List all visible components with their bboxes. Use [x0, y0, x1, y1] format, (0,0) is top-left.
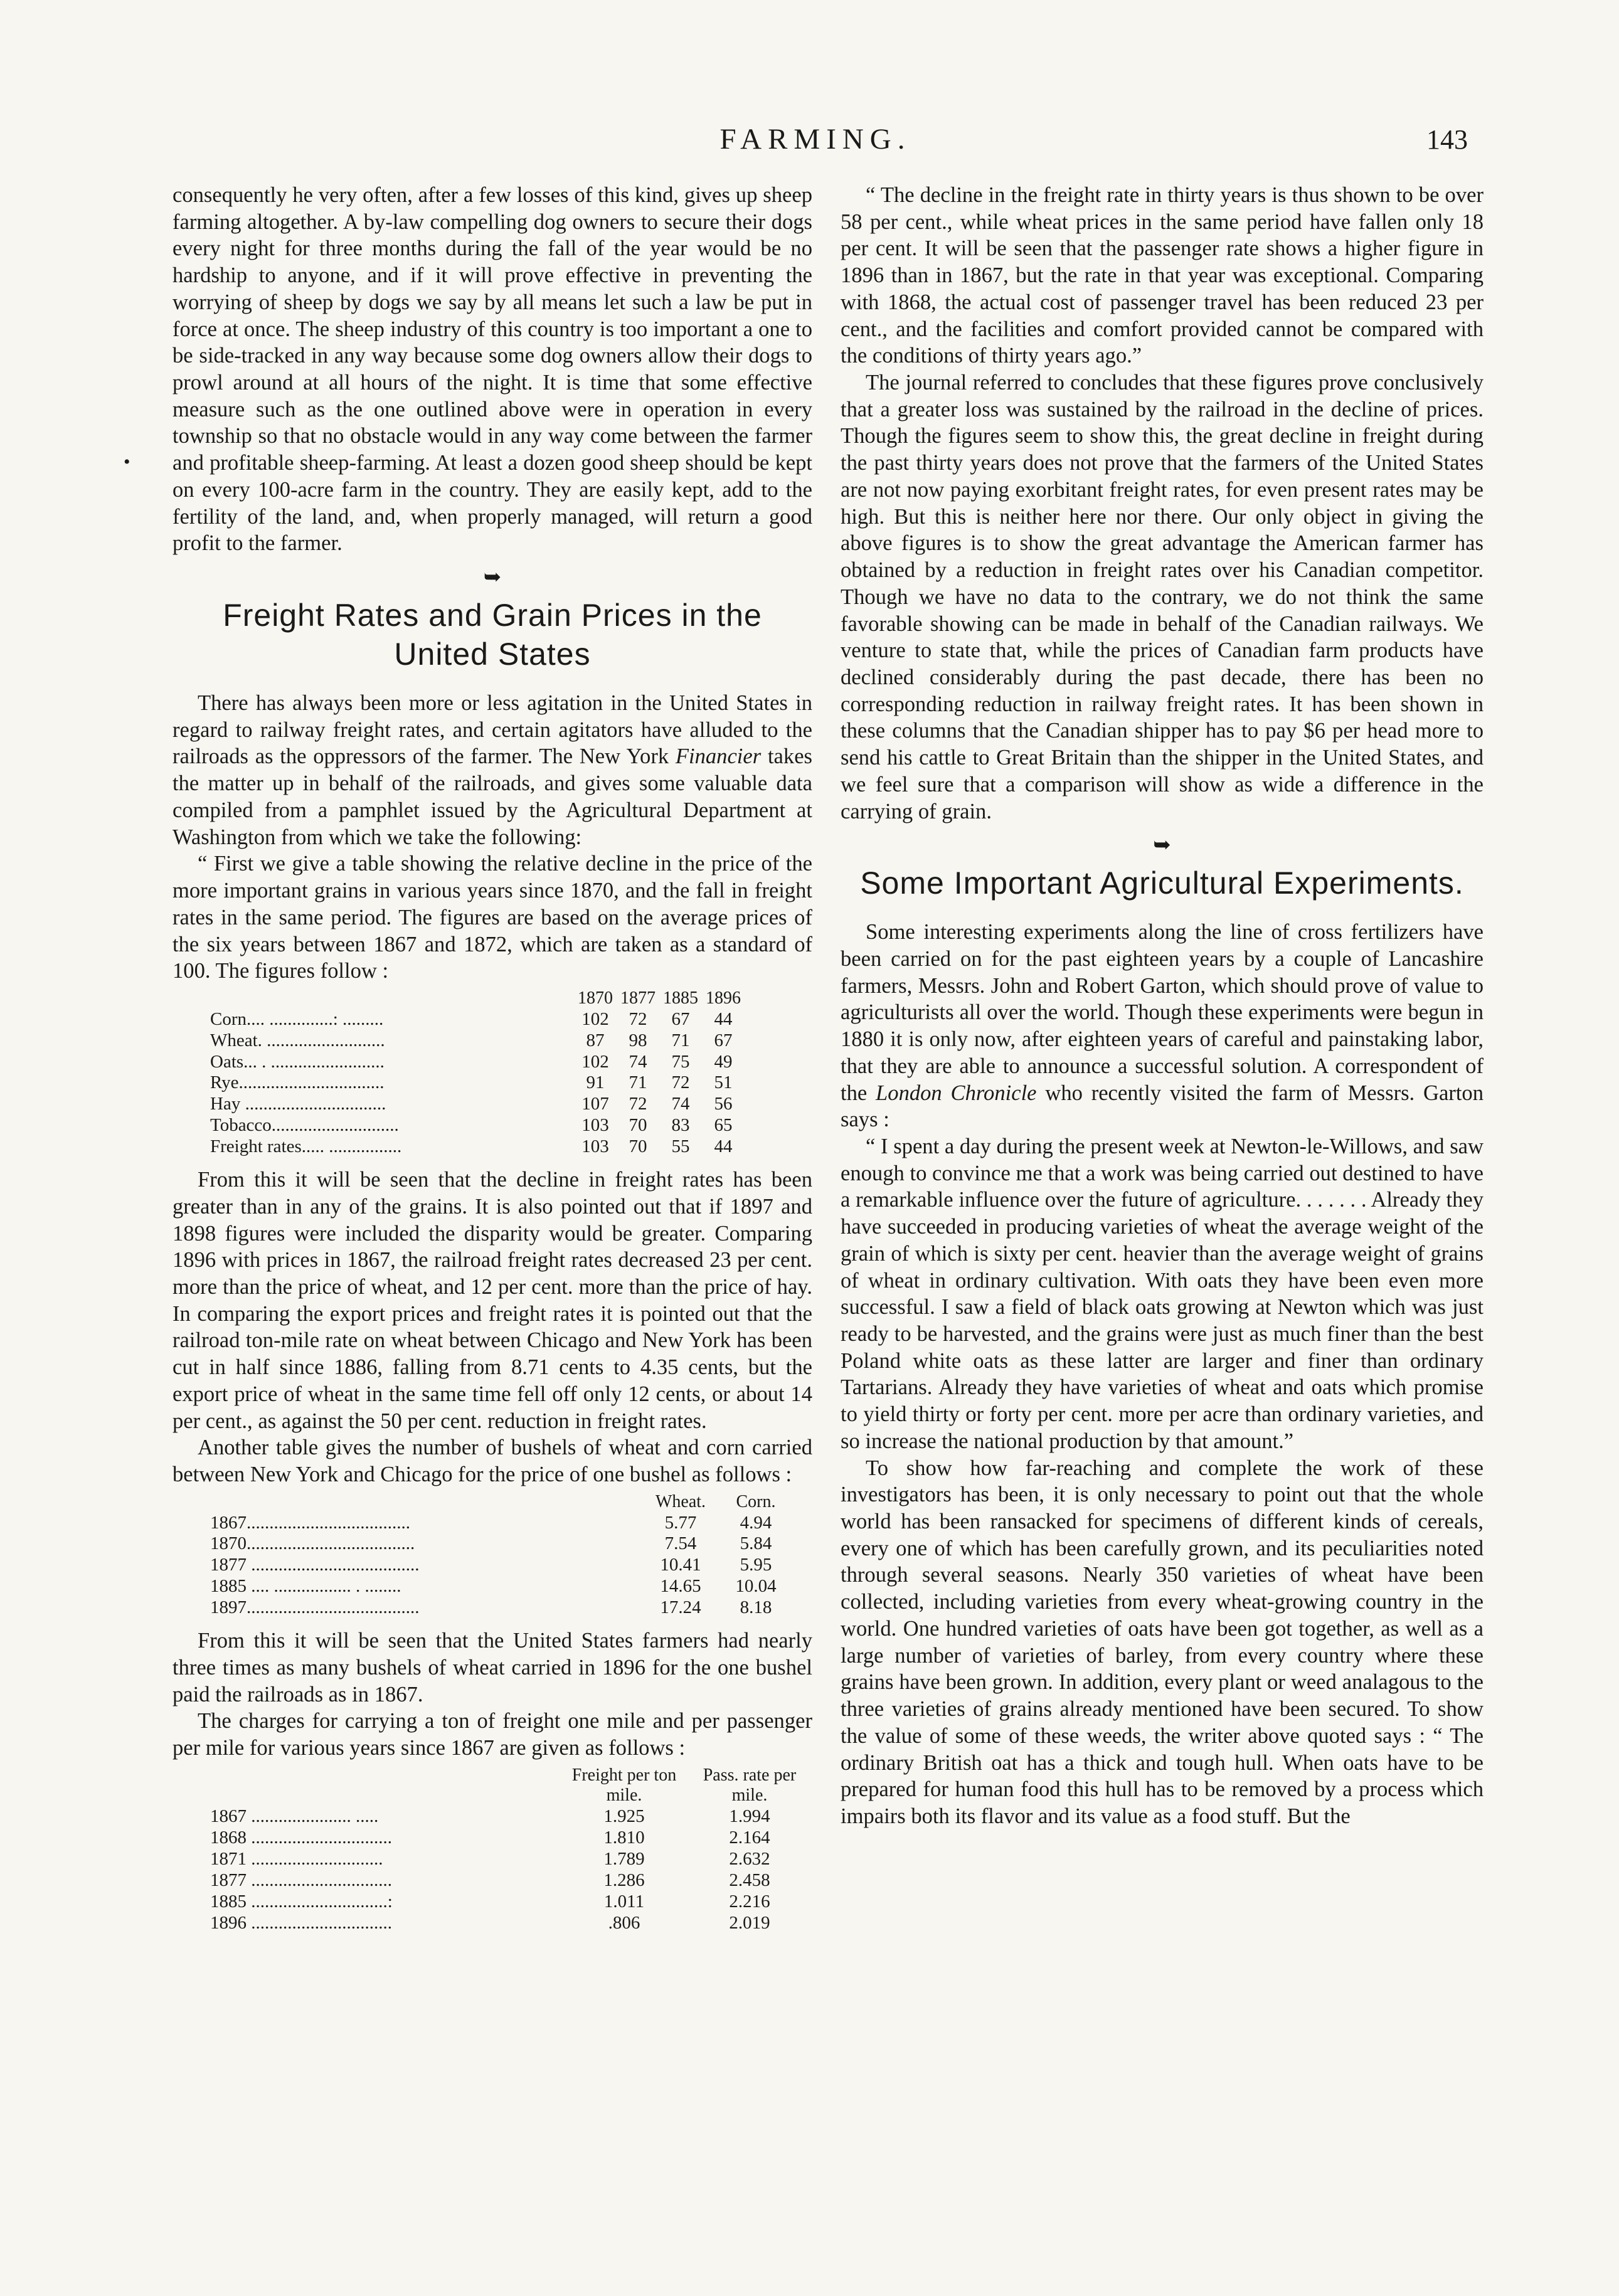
cell: 1.789: [603, 1849, 645, 1870]
cell: .806: [608, 1912, 640, 1933]
table-row: [210, 1806, 812, 1828]
row-label: Freight rates..... ................: [210, 1136, 402, 1157]
column-header: 1885: [663, 988, 698, 1008]
cell: 55: [671, 1136, 690, 1157]
text-run: Some interesting experiments along the line of cross fertilizers have been carried on for the past eighteen years by a couple of Lancashire farmers, Messrs. John and Robert Garton, which should prove of value to agriculturists all over the world. Though these experiments were begun in 1880 it is only now, after eighteen years of careful and painstaking labor, that they are able to announce a successful solution. A correspondent of the: [841, 920, 1484, 1105]
cell: 44: [714, 1008, 733, 1029]
publication-name: Financier: [675, 744, 762, 769]
cell: 14.65: [660, 1576, 701, 1597]
cell: 67: [671, 1008, 690, 1029]
cell: 91: [586, 1072, 605, 1093]
table-header-row: [210, 988, 745, 1009]
cell: 2.019: [729, 1912, 770, 1933]
text-run: There has always been more or less agitation in the United States in regard to railway freight rates, and certain agitators have alluded to the railroads as the oppressors of the farmer. The New York: [173, 691, 812, 769]
cell: 5.84: [740, 1533, 772, 1554]
cell: 2.216: [729, 1891, 770, 1912]
cell: 74: [629, 1051, 647, 1072]
cell: 8.18: [740, 1597, 772, 1618]
table-row: [210, 1115, 745, 1136]
cell: 1.286: [603, 1870, 645, 1890]
cell: 75: [671, 1051, 690, 1072]
publication-name: London Chronicle: [876, 1081, 1037, 1105]
row-label: 1885 ..............................:: [210, 1891, 393, 1912]
table-row: [210, 1136, 745, 1158]
row-label: 1885 .... ................. . ........: [210, 1576, 401, 1597]
cell: 70: [629, 1115, 647, 1136]
section-divider-icon: ➥: [483, 566, 502, 590]
cell: 1.994: [729, 1806, 770, 1827]
row-label: 1870.....................................: [210, 1533, 415, 1554]
article-heading: Freight Rates and Grain Prices in the United States: [223, 598, 762, 672]
table-row: [210, 1052, 745, 1073]
cell: 107: [581, 1094, 609, 1114]
table-row: [210, 1533, 794, 1555]
cell: 102: [581, 1051, 609, 1072]
left-column: [173, 182, 812, 1943]
cell: 1.925: [603, 1806, 645, 1827]
column-header: Wheat.: [655, 1491, 706, 1511]
cell: 5.77: [664, 1512, 697, 1533]
cell: 71: [629, 1072, 647, 1093]
column-header: 1896: [706, 988, 741, 1008]
cell: 17.24: [660, 1597, 701, 1618]
table-row: [210, 1030, 745, 1052]
row-label: 1867 ...................... .....: [210, 1806, 379, 1827]
right-column: [841, 182, 1484, 1830]
paragraph: The journal referred to concludes that these figures prove conclusively that a greater loss was sustained by the railroad in the decline of prices. Though the figures seem to show this, the great decline in freight during the past thirty years does not prove that the farmers of the United States are not now paying exorbitant freight rates, for even present rates may be high. But this is neither here nor there. Our only object in giving the above figures is to show the great advantage the American farmer has obtained by a reduction in freight rates over his Canadian competitor. Though we have no data to the contrary, we do not think the same favorable showing can be made in behalf of the Canadian railways. We venture to state that, while the prices of Canadian farm products have declined considerably during the past decade, there has been no corresponding reduction in railway freight rates. It has been shown in these columns that the Canadian shipper has to pay $6 per head more to send his cattle to Great Britain than the shipper in the United States, and we feel sure that a comparison will show as wide a difference in the carrying of grain.: [841, 371, 1484, 823]
column-header: Freight per ton mile.: [571, 1765, 677, 1806]
column-header: Pass. rate per mile.: [703, 1765, 797, 1806]
cell: 72: [629, 1094, 647, 1114]
cell: 10.04: [735, 1576, 777, 1597]
row-label: Corn.... ..............: .........: [210, 1008, 384, 1029]
cell: 103: [581, 1115, 609, 1136]
cell: 1.011: [603, 1891, 645, 1912]
cell: 102: [581, 1008, 609, 1029]
paragraph: consequently he very often, after a few losses of this kind, gives up sheep farming altogether. A by-law compelling dog owners to secure their dogs every night for three months during the fall of the year would be no hardship to anyone, and if it will prove effective in preventing the worrying of sheep by dogs we say by all means let such a law be put in force at once. The sheep industry of this country is too important a one to be side-tracked in any way because some dog owners allow their dogs to prowl around at all hours of the night. It is time that some effective measure such as the one outlined above were in operation in every township so that no obstacle would in any way come between the farmer and profitable sheep-farming. At least a dozen good sheep should be kept on every 100-acre farm in the country. They are easily kept, add to the fertility of the land, and, when properly managed, will return a good profit to the farmer.: [173, 183, 812, 556]
paragraph: “ First we give a table showing the relative decline in the price of the more important grains in various years since 1870, and the fall in freight rates in the same period. The figures are based on the average prices of the six years between 1867 and 1872, which are taken as a standard of 100. The figures follow :: [173, 852, 812, 983]
table-row: [210, 1597, 794, 1619]
row-label: 1867....................................: [210, 1512, 410, 1533]
cell: 56: [714, 1094, 733, 1114]
paragraph: The charges for carrying a ton of freight one mile and per passenger per mile for various years since 1867 are given as follows :: [173, 1709, 812, 1760]
page-number: 143: [1426, 124, 1468, 155]
cell: 72: [671, 1072, 690, 1093]
table-row: [210, 1094, 745, 1115]
running-title: FARMING.: [719, 123, 911, 156]
section-divider-icon: ➥: [1153, 833, 1171, 857]
cell: 51: [714, 1072, 733, 1093]
column-header: 1877: [620, 988, 656, 1008]
page-header: [163, 122, 1468, 160]
cell: 4.94: [740, 1512, 772, 1533]
table-row: [210, 1555, 794, 1576]
row-label: Rye................................: [210, 1072, 385, 1093]
row-label: Wheat. ..........................: [210, 1030, 385, 1050]
paragraph: “ The decline in the freight rate in thirty years is thus shown to be over 58 per cent., while wheat prices in the same period have fallen only 18 per cent. It will be seen that the passenger rate shows a higher figure in 1896 than in 1867, but the rate in that year was exceptional. Comparing with 1868, the actual cost of passenger travel has been reduced 23 per cent., and the facilities and comfort provided cannot be compared with the conditions of thirty years ago.”: [841, 183, 1484, 368]
paragraph: From this it will be seen that the decline in freight rates has been greater than in any of the grains. It is also pointed out that if 1897 and 1898 figures were included the disparity would be greater. Comparing 1896 with prices in 1867, the railroad freight rates decreased 23 per cent. more than the price of wheat, and 12 per cent. more than the price of hay. In comparing the export prices and freight rates it is pointed out that the railroad ton-mile rate on wheat between Chicago and New York has been cut in half since 1886, falling from 8.71 cents to 4.35 cents, but the export price of wheat in the same time fell off only 12 cents, or about 14 per cent., as against the 50 per cent. reduction in freight rates.: [173, 1168, 812, 1433]
cell: 103: [581, 1136, 609, 1157]
column-header: Corn.: [736, 1491, 776, 1511]
row-label: Tobacco............................: [210, 1115, 399, 1136]
table-header-row: [210, 1492, 794, 1513]
cell: 83: [671, 1115, 690, 1136]
row-label: 1896 ...............................: [210, 1912, 392, 1933]
cell: 98: [629, 1030, 647, 1050]
price-index-table: [210, 988, 745, 1158]
cell: 44: [714, 1136, 733, 1157]
paragraph: Another table gives the number of bushels of wheat and corn carried between New York and Chicago for the price of one bushel as follows :: [173, 1436, 812, 1487]
paragraph: [841, 919, 1484, 1133]
cell: 7.54: [664, 1533, 697, 1554]
cell: 49: [714, 1051, 733, 1072]
margin-mark: •: [124, 452, 130, 472]
row-label: 1877 ...............................: [210, 1870, 392, 1890]
row-label: Hay ...............................: [210, 1094, 386, 1114]
table-row: [210, 1870, 812, 1891]
table-row: [210, 1891, 812, 1913]
bushels-table: [210, 1492, 794, 1619]
freight-charges-table: [210, 1765, 812, 1934]
table-row: [210, 1913, 812, 1934]
paragraph: [173, 690, 812, 850]
row-label: 1868 ...............................: [210, 1828, 392, 1848]
cell: 71: [671, 1030, 690, 1050]
cell: 70: [629, 1136, 647, 1157]
cell: 10.41: [660, 1555, 701, 1575]
cell: 2.632: [729, 1849, 770, 1870]
column-header: 1870: [578, 988, 613, 1008]
cell: 87: [586, 1030, 605, 1050]
cell: 2.164: [729, 1828, 770, 1848]
cell: 5.95: [740, 1555, 772, 1575]
table-row: [210, 1849, 812, 1870]
cell: 74: [671, 1094, 690, 1114]
row-label: 1877 .....................................: [210, 1555, 420, 1575]
table-row: [210, 1009, 745, 1030]
cell: 72: [629, 1008, 647, 1029]
table-row: [210, 1576, 794, 1597]
row-label: 1871 .............................: [210, 1849, 383, 1870]
paragraph: From this it will be seen that the United States farmers had nearly three times as many bushels of wheat carried in 1896 for the one bushel paid the railroads as in 1867.: [173, 1629, 812, 1706]
row-label: 1897......................................: [210, 1597, 420, 1618]
cell: 65: [714, 1115, 733, 1136]
table-row: [210, 1513, 794, 1534]
text-run: who recently visited the farm of Messrs. Garton says :: [841, 1081, 1484, 1132]
table-row: [210, 1828, 812, 1849]
paragraph: “ I spent a day during the present week at Newton-le-Willows, and saw enough to convince me that a work was being carried out destined to have a remarkable influence over the future of agriculture. . . . . . . Already they have succeeded in producing varieties of wheat the average weight of the grain of which is sixty per cent. heavier than the average weight of grains of wheat in ordinary cultivation. With oats they have been even more successful. I saw a field of black oats growing at Newton which was just ready to be harvested, and the grains were just as much finer than the best Poland white oats as these latter are larger and finer than ordinary Tartarians. Already they have varieties of wheat and oats which promise to yield thirty or forty per cent. more per acre than ordinary varieties, and so increase the national production by that amount.”: [841, 1134, 1484, 1453]
cell: 2.458: [729, 1870, 770, 1890]
text-run: takes the matter up in behalf of the railroads, and gives some valuable data compiled from a pamphlet issued by the Agricultural Department at Washington from which we take the following:: [173, 744, 812, 849]
cell: 1.810: [603, 1828, 645, 1848]
table-row: [210, 1072, 745, 1094]
cell: 67: [714, 1030, 733, 1050]
article-heading: Some Important Agricultural Experiments.: [860, 865, 1464, 901]
paragraph: To show how far-reaching and complete the work of these investigators has been, it is only necessary to point out that the whole world has been ransacked for specimens of different kinds of cereals, every one of which has been carefully grown, and its peculiarities noted through several seasons. Nearly 350 varieties of wheat have been collected, including varieties from every wheat-growing country in the world. One hundred varieties of oats have been got together, as well as a large number of varieties of barley, from every country where these grains have been grown. In addition, every plant or weed analagous to the three varieties of grains already mentioned have been secured. To show the value of some of these weeds, the writer above quoted says : “ The ordinary British oat has a thick and tough hull. When oats have to be prepared for human food this hull has to be removed by a process which impairs both its flavor and its value as a food stuff. But the: [841, 1456, 1484, 1828]
table-header-row: [210, 1765, 812, 1807]
row-label: Oats... . .........................: [210, 1051, 385, 1072]
